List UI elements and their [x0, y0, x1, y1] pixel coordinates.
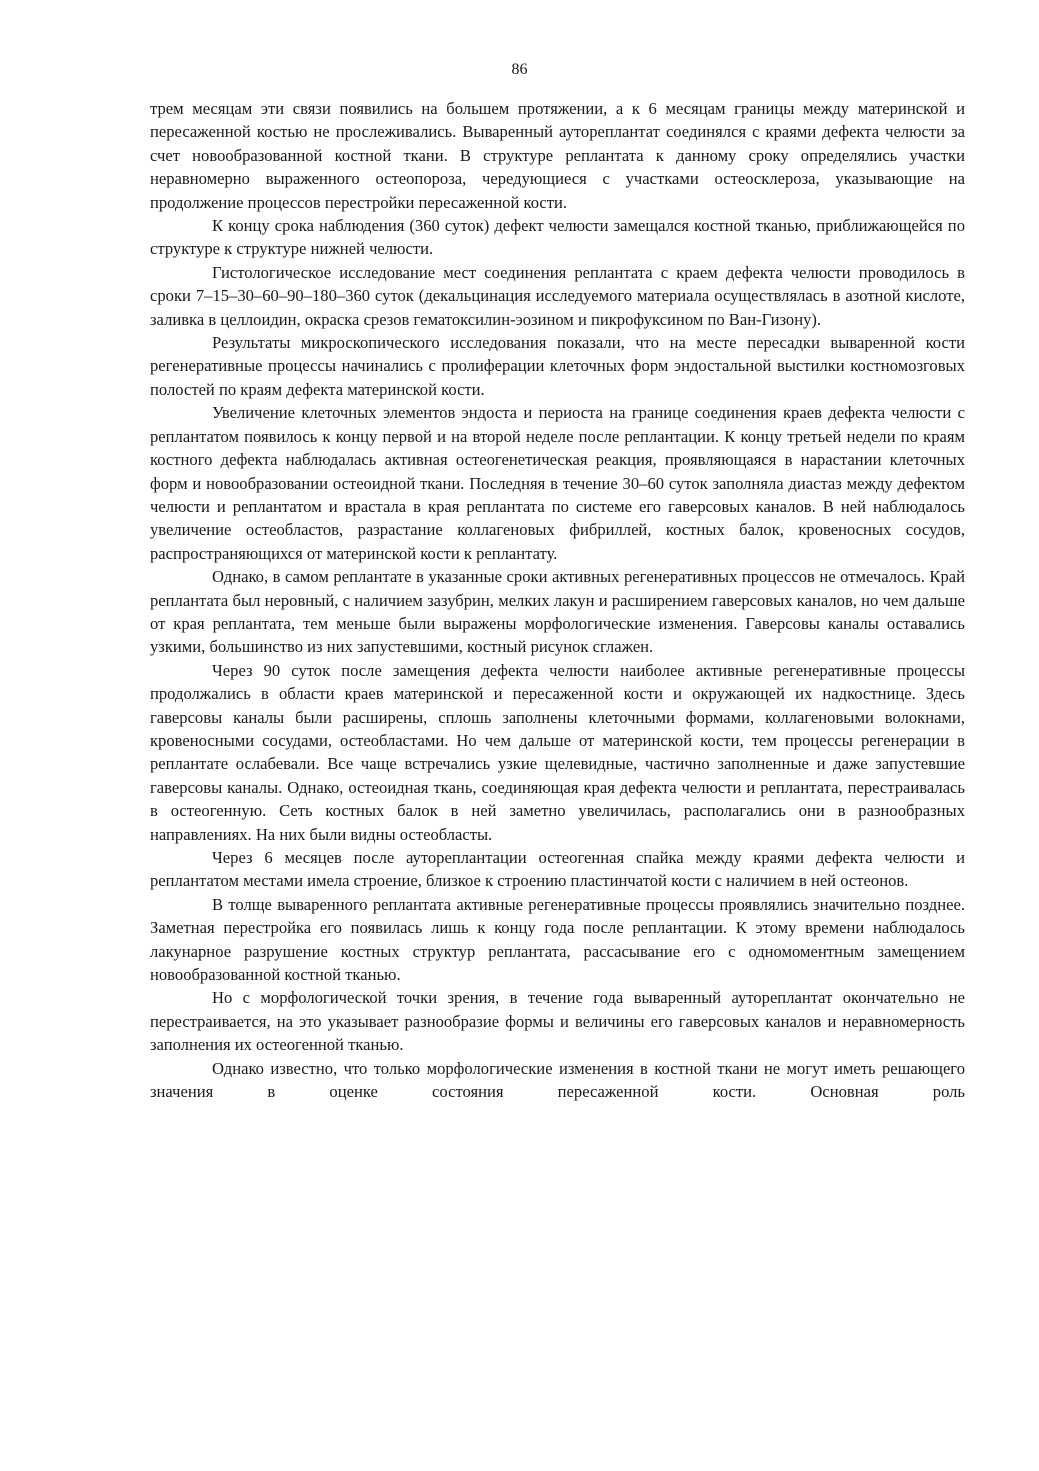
paragraph: Через 90 суток после замещения дефекта челюсти наиболее активные регенеративные процессы продолжались в области краев материнской и пересаженной кости и окружающей их надкостнице. Здесь гаверсовы каналы были расширены, сплошь заполнены клеточными формами, коллагеновыми волокнами, кровеносными сосудами, остеобластами. Но чем дальше от материнской кости, тем процессы регенерации в реплантате ослабевали. Все чаще встречались узкие щелевидные, частично заполненные и даже запустевшие гаверсовы каналы. Однако, остеоидная ткань, соединяющая края дефекта челюсти и реплантата, перестраивалась в остеогенную. Сеть костных балок в ней заметно увеличилась, располагались они в разнообразных направлениях. На них были видны остеобласты.	[150, 660, 965, 844]
paragraph: Однако известно, что только морфологические изменения в костной ткани не могут иметь решающего значения в оценке состояния пересаженной кости. Основная роль	[150, 1058, 965, 1102]
paragraph: Увеличение клеточных элементов эндоста и периоста на границе соединения краев дефекта челюсти с реплантатом появилось к концу первой и на второй неделе после реплантации. К концу третьей недели по краям костного дефекта наблюдалась активная остеогенетическая реакция, проявляющаяся в нарастании клеточных форм и новообразовании остеоидной ткани. Последняя в течение 30–60 суток заполняла диастаз между дефектом челюсти и реплантатом и врастала в края реплантата по системе его гаверсовых каналов. В ней наблюдалось увеличение остеобластов, разрастание коллагеновых фибриллей, костных балок, кровеносных сосудов, распространяющихся от материнской кости к реплантату.	[150, 403, 965, 563]
page-number: 86	[511, 61, 528, 78]
paragraph: К концу срока наблюдения (360 суток) дефект челюсти замещался костной тканью, приближающейся по структуре к структуре нижней челюсти.	[150, 216, 965, 259]
paragraph: Гистологическое исследование мест соединения реплантата с краем дефекта челюсти проводилось в сроки 7–15–30–60–90–180–360 суток (декальцинация исследуемого материала осуществлялась в азотной кислоте, заливка в целлоидин, окраска срезов гематоксилин-эозином и пикрофуксином по Ван-Гизону).	[150, 262, 965, 329]
paragraph: В толще вываренного реплантата активные регенеративные процессы проявлялись значительно позднее. Заметная перестройка его появилась лишь к концу года после реплантации. К этому времени наблюдалось лакунарное разрушение костных структур реплантата, рассасывание его с одномоментным замещением новообразованной костной тканью.	[150, 894, 965, 985]
paragraph: Через 6 месяцев после аутореплантации остеогенная спайка между краями дефекта челюсти и реплантатом местами имела строение, близкое к строению пластинчатой кости с наличием в ней остеонов.	[150, 848, 965, 891]
paragraph: трем месяцам эти связи появились на большем протяжении, а к 6 месяцам границы между материнской и пересаженной костью не прослеживались. Вываренный аутореплантат соединялся с краями дефекта челюсти за счет новообразованной костной ткани. В структуре реплантата к данному сроку определялись участки неравномерно выраженного остеопороза, чередующиеся с участками остеосклероза, указывающие на продолжение процессов перестройки пересаженной кости.	[150, 99, 965, 212]
paragraph: Но с морфологической точки зрения, в течение года вываренный аутореплантат окончательно не перестраивается, на это указывает разнообразие формы и величины его гаверсовых каналов и неравномерность заполнения их остеогенной тканью.	[150, 988, 965, 1055]
body-text	[150, 97, 965, 1103]
paragraph: Однако, в самом реплантате в указанные сроки активных регенеративных процессов не отмечалось. Край реплантата был неровный, с наличием зазубрин, мелких лакун и расширением гаверсовых каналов, но чем дальше от края реплантата, тем меньше были выражены морфологические изменения. Гаверсовы каналы оставались узкими, большинство из них запустевшими, костный рисунок сглажен.	[150, 567, 965, 657]
paragraph: Результаты микроскопического исследования показали, что на месте пересадки вываренной кости регенеративные процессы начинались с пролиферации клеточных форм эндостальной выстилки костномозговых полостей по краям дефекта материнской кости.	[150, 333, 965, 399]
